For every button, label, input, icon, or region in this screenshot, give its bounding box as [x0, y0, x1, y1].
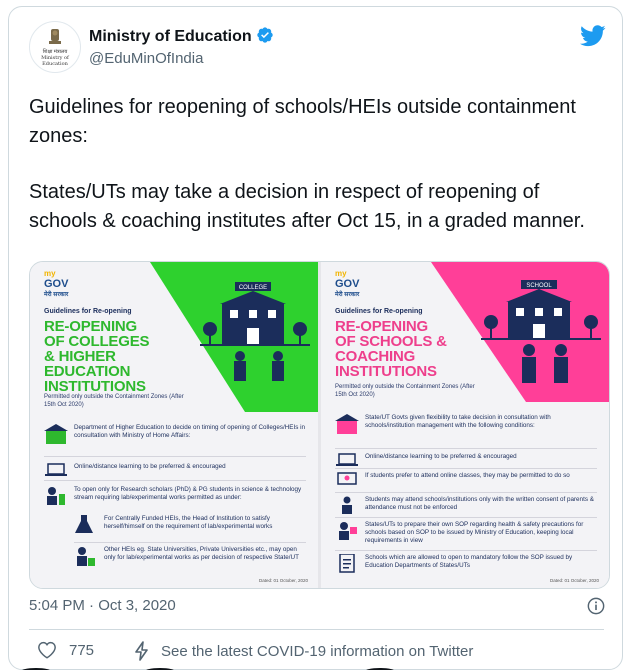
right-row-1: State/UT Govts given flexibility to take decision in consultation with schools/institution management with the following conditions: [335, 414, 597, 444]
avatar-label: शिक्षा मंत्रालय Ministry of Education [41, 49, 69, 67]
school-building-icon [481, 270, 601, 388]
right-headline: RE-OPENING OF SCHOOLS & COACHING INSTITUTIONS [335, 318, 447, 380]
right-row-4: Students may attend schools/institutions only with the written consent of parents & attendance must not be enforced [335, 496, 597, 514]
left-headline: RE-OPENING OF COLLEGES & HIGHER EDUCATION INSTITUTIONS [44, 318, 150, 395]
infographic-schools-panel [321, 262, 609, 588]
covid-info-link[interactable] [135, 641, 473, 661]
author-name-row[interactable] [89, 26, 274, 46]
right-dated: Dated: 01 October, 2020 [549, 578, 599, 583]
university-building-icon [44, 424, 68, 446]
health-safety-icon [335, 521, 359, 541]
tweet-card [8, 6, 623, 670]
left-row-2: Online/distance learning to be preferred & encouraged [44, 463, 306, 477]
avatar[interactable] [29, 21, 81, 73]
right-row-2: Online/distance learning to be preferred & encouraged [335, 453, 597, 465]
laptop-icon [44, 463, 68, 477]
left-row-5: Other HEIs eg. State Universities, Private Universities etc., may open only for lab/experimental works as per decision of respective State/UT [74, 546, 306, 572]
author-name[interactable]: Ministry of Education [89, 28, 252, 45]
verified-badge-icon [256, 26, 274, 44]
like-count: 775 [69, 641, 95, 659]
lightning-icon [135, 641, 149, 661]
online-class-icon [335, 472, 359, 488]
right-permitted-note: Permitted only outside the Containment Zones (After 15th Oct 2020) [335, 384, 475, 398]
laptop-icon [335, 453, 359, 467]
tweet-paragraph-2: States/UTs may take a decision in respect of reopening of schools & coaching institutes after Oct 15, in a graded manner. [29, 181, 585, 232]
right-guidelines-label: Guidelines for Re-opening [335, 308, 423, 315]
tweet-timestamp[interactable]: 5:04 PM · Oct 3, 2020 [29, 597, 176, 614]
svg-text:SCHOOL: SCHOOL [526, 283, 552, 289]
mygov-logo: my GOV मेरी सरकार [335, 269, 360, 298]
tweet-paragraph-1: Guidelines for reopening of schools/HEIs outside containment zones: [29, 96, 576, 147]
left-row-3: To open only for Research scholars (PhD) & PG students in science & technology stream requiring lab/experimental works permitted as under: [44, 486, 306, 512]
sop-document-icon [335, 554, 359, 574]
left-guidelines-label: Guidelines for Re-opening [44, 308, 132, 315]
left-permitted-note: Permitted only outside the Containment Zones (After 15th Oct 2020) [44, 394, 184, 408]
right-row-6: Schools which are allowed to open to mandatory follow the SOP issued by Education Departments of States/UTs [335, 554, 597, 572]
tweet-text [29, 93, 609, 235]
student-icon [335, 496, 359, 514]
twitter-logo-icon[interactable] [580, 25, 606, 47]
researcher-icon [44, 486, 68, 506]
infographic-image[interactable] [29, 261, 610, 589]
lab-flask-icon [74, 515, 96, 535]
covid-info-label: See the latest COVID-19 information on Twitter [161, 642, 474, 660]
national-emblem-icon [45, 27, 65, 49]
right-row-5: States/UTs to prepare their own SOP regarding health & safety precautions for schools based on SOP to be issued by Ministry of Education, keeping local requirements in view [335, 521, 597, 547]
left-row-1: Department of Higher Education to decide on timing of opening of Colleges/HEIs in consultation with Ministry of Home Affairs: [44, 424, 306, 454]
right-row-3: If students prefer to attend online classes, they may be permitted to do so [335, 472, 597, 490]
college-building-icon [200, 274, 310, 384]
left-row-4: For Centrally Funded HEIs, the Head of Institution to satisfy herself/himself on the requirement of lab/experimental works [74, 515, 306, 539]
left-dated: Dated: 01 October, 2020 [258, 578, 308, 583]
author-handle[interactable]: @EduMinOfIndia [89, 50, 204, 67]
student-lab-icon [74, 546, 96, 568]
info-icon[interactable] [587, 597, 605, 615]
heart-icon [37, 641, 57, 659]
next-tweet-avatars-edge [0, 664, 631, 670]
infographic-colleges-panel [30, 262, 318, 588]
mygov-logo: my GOV मेरी सरकार [44, 269, 69, 298]
svg-text:COLLEGE: COLLEGE [238, 285, 268, 291]
school-small-icon [335, 414, 359, 436]
like-button[interactable] [37, 641, 94, 659]
